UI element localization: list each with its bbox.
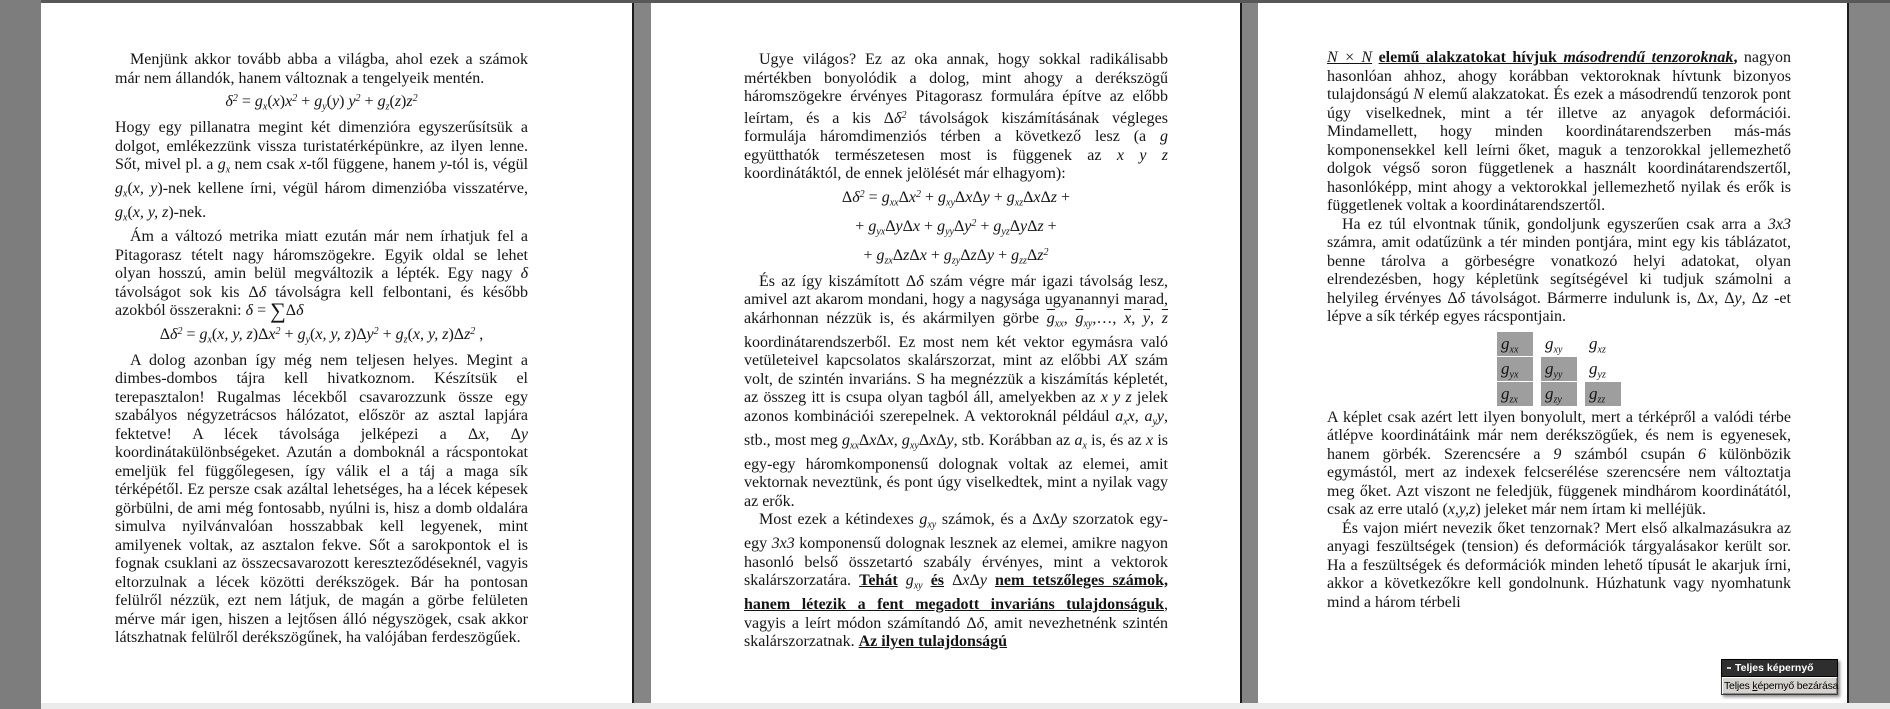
text-segment: Δ bbox=[1049, 511, 1060, 528]
text-segment: $x^2$ bbox=[908, 188, 921, 206]
paragraph bbox=[1327, 216, 1791, 327]
text-segment: Δ bbox=[858, 431, 870, 449]
text-segment: δ bbox=[1457, 289, 1466, 307]
text-segment: δ bbox=[258, 283, 267, 301]
text-segment: Δ bbox=[159, 325, 170, 343]
text-segment: különbözik egymástól, mert az indexek felcserélése szerencsére nem változtatja meg őket. Azt viszont ne feledjük, függenek mindhárom koordinátától, csak az erre utaló ( bbox=[1327, 445, 1791, 518]
formula-line bbox=[744, 186, 1168, 213]
matrix-cell-xx bbox=[1497, 332, 1533, 356]
text-segment: , bbox=[1063, 309, 1076, 327]
text-segment: x, y, z bbox=[412, 325, 449, 343]
text-segment: N bbox=[1413, 86, 1424, 103]
text-segment bbox=[987, 572, 995, 589]
text-segment: )Δ bbox=[350, 325, 367, 343]
text-segment: $g_{xx}$ bbox=[842, 431, 859, 451]
text-segment: x bbox=[1146, 431, 1154, 449]
text-segment: Ám a változó metrika miatt ezután már nem írhatjuk fel a Pitagorasz tételt nagy háromszögekre. Egyik oldal se lehet olyan hosszú, amin belül megváltozik a lépték. Egy nagy bbox=[115, 228, 528, 282]
text-segment: $a_x$ bbox=[1115, 407, 1128, 427]
text-segment: Δ bbox=[936, 431, 947, 449]
text-segment: nagyon hasonlóan ahhoz, ahogy korábban vektoroknak hívtunk bizonyos tulajdonságú bbox=[1327, 49, 1792, 103]
text-segment: $z^2$ bbox=[464, 325, 476, 343]
text-segment: Δ bbox=[960, 246, 971, 264]
text-segment: is, és az bbox=[1086, 431, 1146, 449]
page-2-text bbox=[651, 0, 1240, 709]
text-segment: koordinátáktól, de ennek jelölését már elhagyom): bbox=[744, 165, 1066, 182]
text-segment: ( bbox=[267, 93, 273, 110]
text-segment: x bbox=[912, 217, 921, 235]
text-segment: y bbox=[332, 93, 340, 110]
text-segment: Δ bbox=[972, 188, 983, 206]
text-segment: távolságra kell felbontani, és később azokból összerakni: bbox=[115, 283, 529, 319]
text-segment: $g_{xx}$ bbox=[1501, 333, 1519, 355]
text-segment: jelek azonos kombinációi szerepelnek. A vektoroknál például bbox=[744, 389, 1169, 425]
formula-line bbox=[744, 244, 1168, 271]
text-segment: Δ bbox=[885, 217, 896, 235]
text-segment: $x^2$ bbox=[285, 93, 298, 110]
text-segment: nem tetszőleges számok, hanem létezik a fent megadott invariáns tulajdonságuk bbox=[744, 572, 1168, 613]
text-segment: -tól is, végül bbox=[446, 156, 529, 173]
matrix-grid bbox=[1497, 332, 1621, 406]
text-segment: Δ bbox=[1009, 217, 1021, 235]
text-segment: x bbox=[965, 188, 973, 206]
text-segment: $g_{xz}$ bbox=[1589, 333, 1606, 355]
text-segment: Δ bbox=[953, 217, 965, 235]
text-segment: ) jeleket már nem írtam ki melléjük. bbox=[1475, 501, 1706, 518]
text-segment: És az így kiszámított Δ bbox=[759, 272, 917, 290]
text-segment: + bbox=[976, 217, 994, 235]
text-segment: 3x3 bbox=[771, 535, 795, 552]
text-segment: ( bbox=[407, 325, 413, 343]
text-segment: , amit nevezhetnénk szintén skalárszorzatnak. bbox=[744, 614, 1168, 650]
text-segment: δ bbox=[296, 302, 304, 319]
text-segment: $y^2$ bbox=[964, 217, 977, 235]
text-segment: x bbox=[869, 431, 877, 449]
matrix-cell-yz bbox=[1585, 357, 1621, 381]
matrix-cell-xz bbox=[1585, 332, 1621, 356]
text-segment: , Δ bbox=[485, 425, 521, 443]
text-segment: $\overline{y}$ bbox=[1142, 309, 1151, 327]
page-1-text bbox=[41, 0, 632, 709]
right-desktop-strip bbox=[1847, 0, 1890, 709]
paragraph bbox=[744, 51, 1168, 184]
text-segment: 6 bbox=[1698, 445, 1707, 463]
text-segment: x bbox=[1707, 289, 1715, 307]
left-desktop-strip bbox=[0, 0, 42, 709]
text-segment: + bbox=[926, 246, 944, 264]
text-segment: $\delta^2$ bbox=[852, 188, 865, 206]
text-segment: y bbox=[946, 431, 954, 449]
text-segment: ( bbox=[326, 93, 332, 110]
text-segment: + bbox=[920, 188, 939, 206]
text-segment: z bbox=[903, 246, 910, 264]
text-segment: ) bbox=[279, 93, 286, 110]
text-segment: $\delta^2$ bbox=[170, 325, 183, 343]
text-segment: számból csupán bbox=[1561, 445, 1699, 463]
text-segment: Δ bbox=[892, 246, 904, 264]
text-segment: = bbox=[253, 302, 271, 319]
text-segment: y bbox=[987, 246, 995, 264]
text-segment: y bbox=[1156, 407, 1165, 425]
text-segment: $g_z$ bbox=[377, 93, 390, 113]
text-segment: távolságot. Bármerre indulunk is, Δ bbox=[1465, 289, 1708, 307]
text-segment: y bbox=[1059, 511, 1067, 528]
text-segment: elemű alakzatokat hívjuk bbox=[1378, 49, 1564, 66]
text-segment: , bbox=[475, 325, 484, 343]
text-segment: )Δ bbox=[252, 325, 269, 343]
text-segment bbox=[898, 572, 906, 589]
text-segment: ( bbox=[211, 325, 218, 343]
text-segment: x bbox=[272, 93, 280, 110]
text-segment: + bbox=[1057, 188, 1071, 206]
text-segment: x bbox=[1033, 188, 1041, 206]
text-segment: + bbox=[297, 93, 315, 110]
matrix-cell-zy bbox=[1541, 382, 1577, 406]
text-segment: $g_{yz}$ bbox=[993, 217, 1010, 237]
text-segment: Δ bbox=[944, 572, 963, 589]
text-segment: Most ezek a kétindexes bbox=[759, 511, 920, 528]
text-segment: Δ bbox=[918, 431, 930, 449]
text-segment: Δ bbox=[902, 217, 913, 235]
text-segment: Az ilyen tulajdonságú bbox=[858, 633, 1008, 650]
text-segment: Ha ez túl elvontnak tűnik, gondoljunk egyszerűen csak arra a bbox=[1342, 215, 1768, 233]
text-segment: Δ bbox=[841, 188, 853, 206]
text-segment: 3x3 bbox=[1767, 215, 1791, 233]
text-segment: nem csak bbox=[230, 156, 300, 173]
text-segment: Δ bbox=[1023, 188, 1034, 206]
matrix-cell-zx bbox=[1497, 382, 1533, 406]
text-segment: x bbox=[919, 246, 927, 264]
toolbar-grip-icon bbox=[1727, 667, 1731, 669]
text-segment: $g_{xy}$ bbox=[919, 511, 937, 531]
text-segment: Teljes bbox=[1724, 679, 1753, 692]
text-segment: Δ bbox=[1040, 188, 1051, 206]
text-segment: A képlet csak azért lett ilyen bonyolult, mert a térképről a valódi térbe átlépve koordinátáink már nem derékszögűek, és nem is egyenesek, hanem görbék. Szerencsére a bbox=[1327, 408, 1791, 463]
text-segment: $y^2$ bbox=[366, 325, 379, 343]
document-page-2 bbox=[651, 0, 1240, 709]
text-segment: $g_{xz}$ bbox=[1006, 188, 1024, 208]
close-fullscreen-button[interactable] bbox=[1721, 677, 1838, 695]
text-segment: $g_{zz}$ bbox=[1589, 383, 1606, 405]
text-segment: $g_x$ bbox=[199, 325, 212, 345]
text-segment: $g_{zz}$ bbox=[1011, 246, 1027, 266]
text-segment: $z^2$ bbox=[406, 93, 418, 110]
text-segment: , bbox=[1131, 309, 1143, 327]
paragraph bbox=[115, 51, 528, 88]
text-segment: y bbox=[1020, 217, 1028, 235]
text-segment: y bbox=[979, 572, 987, 589]
text-segment: $g_{xy}$ bbox=[905, 572, 923, 592]
text-segment: komponensű dolognak lesznek az elemei, amikre nagyon hasonló belső összetartó szabály érvényes, mint a vektorok skalárszorzatára. bbox=[744, 535, 1168, 589]
text-segment: $a_x$ bbox=[1074, 431, 1087, 451]
bottom-edge-strip bbox=[41, 703, 1890, 709]
paragraph bbox=[115, 352, 528, 648]
text-segment: Δ bbox=[285, 302, 297, 319]
text-segment: Tehát bbox=[859, 572, 898, 589]
text-segment: y bbox=[895, 217, 903, 235]
text-segment: A dolog azonban így még nem teljesen helyes. Megint a dimbes-dombos tájra kell hivatkoznom. Készítsük el terepasztalon! Rugalmas lécekből csavarozzunk össze egy szabályos négyzetrácsos hálózatot, először az asztal lapjára fektetve! A lécek távolsága jelképezi a Δ bbox=[115, 351, 528, 443]
text-segment: $g_x$ bbox=[115, 204, 128, 224]
text-segment: , stb., most meg bbox=[744, 407, 1169, 449]
text-segment: , vagyis a leírt módon számítandó Δ bbox=[744, 596, 1168, 632]
text-segment: -et lépve a sík térkép egyes rácspontjain. bbox=[1327, 289, 1791, 325]
text-segment: $g_{xx}$ bbox=[881, 188, 899, 208]
text-segment: 9 bbox=[1553, 445, 1562, 463]
text-segment: = bbox=[237, 93, 255, 110]
text-segment: ) bbox=[339, 93, 349, 110]
text-segment: $g_{xy}$ bbox=[901, 431, 919, 451]
text-segment: , bbox=[1733, 49, 1738, 66]
text-segment: δ bbox=[520, 265, 528, 282]
text-segment: x bbox=[1100, 389, 1108, 406]
text-segment: Δ bbox=[876, 431, 887, 449]
fullscreen-toolbar-title-bar[interactable] bbox=[1721, 659, 1838, 677]
text-segment: távolságot sok kis Δ bbox=[115, 283, 259, 301]
text-segment: $g_x$ bbox=[217, 156, 231, 176]
text-segment: elemű alakzatokat. És ezek a másodrendű tenzorok pont úgy viselkednek, mint a tér illetve az anyagok deformációi. Mindamellett, hogy minden koordinátarendszerben más-más komponensekkel kell leírni őket, maguk a tenzorokkal jellemezhető dolgok végső soron függetlenek a használt koordinátarendszertől, hasonlóképp, mint ahogy a vektorokkal jellemezhető nyilak és erők is függetlenek voltak a koordinátarendszertől. bbox=[1327, 86, 1792, 214]
text-segment: $g_{zx}$ bbox=[1501, 383, 1518, 405]
text-segment: + bbox=[378, 325, 396, 343]
text-segment: + bbox=[280, 325, 298, 343]
text-segment: y bbox=[1113, 389, 1121, 406]
text-segment: z bbox=[1037, 217, 1044, 235]
text-segment: x bbox=[1116, 146, 1124, 164]
text-segment bbox=[923, 572, 931, 589]
paragraph bbox=[1327, 520, 1791, 613]
text-segment: x,y,z bbox=[1447, 501, 1476, 518]
text-segment: z bbox=[1050, 188, 1058, 206]
text-segment: És vajon miért nevezik őket tenzornak? Mert első alkalmazásukra az anyagi feszültségek (tension) és deformációk tárgyalásakor került sor. Ha a feszültségek és deformációk minden lehető típusát le akarjuk írni, akkor a következőkre kell gondolnunk. Húzhatunk vagy nyomhatunk mind a három térbeli bbox=[1327, 519, 1791, 611]
text-segment: g bbox=[1160, 128, 1168, 145]
text-segment: $g_{zy}$ bbox=[943, 246, 961, 266]
text-segment: AX bbox=[1108, 352, 1128, 369]
text-segment: szám végre már igazi távolság lesz, amivel azt akarom mondani, hogy a nagysága ugyanannyi marad, akárhonnan nézzük is, és akármilyen görbe bbox=[744, 272, 1168, 327]
text-segment: Ugye világos? Ez az oka annak, hogy sokkal radikálisabb mértékben bonyolódik a dolog, mint ahogy a derékszögű háromszögekre érvényes Pitagorasz formulára építve az előbb leírtam, és a kis Δ bbox=[744, 51, 1168, 127]
text-segment: $g_{zy}$ bbox=[1545, 383, 1562, 405]
text-segment: $g_x$ bbox=[254, 93, 268, 113]
paragraph bbox=[744, 511, 1168, 652]
text-segment: másodrendű tenzoroknak bbox=[1563, 49, 1734, 66]
text-segment bbox=[1146, 147, 1161, 164]
text-segment: N × N bbox=[1327, 49, 1373, 66]
text-segment: $g_z$ bbox=[395, 325, 408, 345]
paragraph bbox=[1327, 49, 1791, 216]
text-segment: , Δ bbox=[1741, 289, 1762, 307]
text-segment: x bbox=[478, 425, 486, 443]
text-segment: Δ bbox=[909, 246, 920, 264]
text-segment: Δ bbox=[954, 188, 966, 206]
text-segment: Δ bbox=[1027, 217, 1038, 235]
matrix-cell-zz bbox=[1585, 382, 1621, 406]
text-segment: x bbox=[1042, 511, 1050, 528]
text-segment: $y^2$ bbox=[348, 93, 361, 110]
text-segment: $g_{yz}$ bbox=[1589, 358, 1606, 380]
text-segment: szorzatok egy-egy bbox=[744, 511, 1169, 552]
text-segment: + bbox=[989, 188, 1007, 206]
text-segment: y bbox=[520, 425, 528, 443]
text-segment: Δ bbox=[976, 246, 988, 264]
text-segment: y bbox=[982, 188, 990, 206]
text-segment: Δ bbox=[898, 188, 909, 206]
text-segment: $\delta^2$ bbox=[225, 93, 238, 110]
text-segment: z bbox=[394, 93, 402, 110]
text-segment: + bbox=[863, 246, 877, 264]
text-segment: , bbox=[1150, 309, 1162, 327]
text-segment: ( bbox=[389, 93, 395, 110]
text-segment: ( bbox=[127, 180, 133, 197]
matrix-cell-yx bbox=[1497, 357, 1533, 381]
text-segment: együtthatók természetesen most is függenek az bbox=[744, 146, 1117, 164]
text-segment: $g_{yy}$ bbox=[1545, 358, 1563, 380]
text-segment: koordinátarendszerből. Ez most nem két vektor egymásra való vetületeivel kapcsolatos skalárszorzat, mint az előbbi bbox=[744, 333, 1168, 369]
text-segment: x bbox=[962, 572, 970, 589]
formula-line bbox=[744, 215, 1168, 242]
text-segment: $x^2$ bbox=[268, 325, 281, 343]
fullscreen-toolbar-title: Teljes képernyő bbox=[1735, 662, 1814, 674]
text-segment: + bbox=[994, 246, 1012, 264]
text-segment: $\overline{x}$ bbox=[1124, 309, 1132, 327]
text-segment: $g_{xy}$ bbox=[1545, 333, 1563, 355]
text-segment: $\delta^2$ bbox=[894, 109, 907, 127]
text-segment: számok, és a Δ bbox=[936, 511, 1043, 528]
text-segment: ( bbox=[127, 204, 133, 221]
text-segment: x bbox=[299, 156, 307, 173]
text-segment: távolságok kiszámításának végleges formulája háromdimenziós térben a következő lesz (a bbox=[744, 109, 1168, 145]
text-segment: z bbox=[1125, 389, 1132, 406]
text-segment bbox=[1124, 147, 1139, 164]
text-segment: z bbox=[970, 246, 977, 264]
text-segment: $\overline{g}_{xy}$ bbox=[1075, 309, 1093, 329]
text-segment: számra, amit odatűzünk a tér minden pontjára, mint egy kis táblázatot, benne tárolva a görbeségre vonatkozó helyi adatokat, olyan elrendezésben, hogy képletünk segítségével ki tudjuk számolni a helyileg érvényes Δ bbox=[1327, 234, 1791, 307]
text-segment: $g_{yx}$ bbox=[1501, 358, 1519, 380]
text-segment: $g_{xy}$ bbox=[938, 188, 955, 208]
text-segment: -től függene, hanem bbox=[306, 156, 440, 173]
text-segment: $\overline{g}_{xx}$ bbox=[1046, 309, 1064, 329]
text-segment: δ bbox=[976, 614, 985, 632]
text-segment: z bbox=[1761, 289, 1769, 307]
text-segment: + bbox=[920, 217, 938, 235]
document-page-1 bbox=[41, 0, 632, 709]
text-segment: szám volt, de szintén invariáns. S ha megnézzük a kiszámítás képletét, az összeg itt is csupa olyan tagból áll, amelyekben az bbox=[744, 352, 1168, 406]
fullscreen-toolbar bbox=[1721, 659, 1838, 695]
text-segment: x, y bbox=[132, 180, 158, 197]
text-segment: y bbox=[1734, 289, 1742, 307]
page-separator-1 bbox=[632, 0, 653, 709]
formula-line bbox=[115, 90, 528, 117]
paragraph bbox=[1327, 409, 1791, 520]
text-segment: és bbox=[930, 572, 945, 589]
paragraph bbox=[115, 228, 528, 321]
text-segment: $z^2$ bbox=[1037, 246, 1049, 264]
paragraph bbox=[115, 119, 528, 228]
formula-line bbox=[115, 323, 528, 350]
text-segment: $g_{yx}$ bbox=[868, 217, 886, 237]
text-segment: x, y, z bbox=[217, 325, 253, 343]
text-segment: x, y, z bbox=[315, 325, 351, 343]
text-segment: Δ bbox=[969, 572, 980, 589]
text-segment: = bbox=[864, 188, 882, 206]
document-page-3 bbox=[1258, 0, 1847, 709]
text-segment: k bbox=[1752, 679, 1758, 692]
text-segment: Δ bbox=[1026, 246, 1038, 264]
text-segment: Menjünk akkor tovább abba a világba, ahol ezek a számok már nem állandók, hanem változnak a tengelyeik mentén. bbox=[115, 51, 528, 87]
text-segment: + bbox=[360, 93, 378, 110]
text-segment: δ bbox=[245, 302, 254, 319]
text-segment: , stb. Korábban az bbox=[953, 431, 1075, 449]
text-segment: $g_{yy}$ bbox=[937, 217, 954, 237]
text-segment: , bbox=[893, 431, 902, 449]
text-segment: )Δ bbox=[448, 325, 465, 343]
text-segment: + bbox=[1043, 217, 1057, 235]
paragraph bbox=[744, 273, 1168, 512]
text-segment: ,…, bbox=[1092, 309, 1125, 327]
text-segment: )-nek kellene írni, végül három dimenzióba visszatérve, bbox=[157, 180, 529, 197]
text-segment: x, y, z bbox=[132, 204, 169, 221]
text-segment: )-nek. bbox=[168, 204, 207, 221]
text-segment: y bbox=[439, 156, 447, 173]
text-segment: x bbox=[929, 431, 937, 449]
text-segment: Hogy egy pillanatra megint két dimenzióra egyszerűsítsük a dolgot, emlékezzünk vissza turistatérképünkre, az ilyen lenne. Sőt, mivel pl. a bbox=[115, 119, 528, 173]
page-separator-2 bbox=[1240, 0, 1260, 709]
text-segment: x bbox=[886, 431, 894, 449]
metric-tensor-matrix bbox=[1327, 332, 1791, 406]
text-segment: ) bbox=[401, 93, 407, 110]
text-segment: z bbox=[1161, 146, 1168, 164]
text-segment: $a_y$ bbox=[1144, 407, 1157, 427]
text-segment: $g_x$ bbox=[115, 180, 128, 200]
text-segment: ( bbox=[310, 325, 316, 343]
matrix-cell-yy bbox=[1541, 357, 1577, 381]
text-segment: x bbox=[1127, 407, 1135, 425]
text-segment: is egy-egy háromkomponensű dolognak voltak az elemei, amit vektornak neveztünk, és pont úgy viselkedtek, mint a nyilak vagy az erők. bbox=[744, 431, 1168, 510]
page-3-text bbox=[1258, 0, 1847, 709]
top-edge-strip bbox=[41, 0, 1890, 3]
text-segment: + bbox=[855, 217, 869, 235]
text-segment: , Δ bbox=[1714, 289, 1735, 307]
text-segment: , bbox=[1134, 407, 1145, 425]
text-segment: $g_y$ bbox=[297, 325, 311, 345]
text-segment: $g_{zx}$ bbox=[876, 246, 893, 266]
text-segment: épernyő bezárása bbox=[1757, 679, 1839, 692]
text-segment: ∑ bbox=[270, 298, 286, 323]
text-segment: y bbox=[1139, 146, 1147, 164]
text-segment: δ bbox=[916, 272, 924, 290]
text-segment: $g_y$ bbox=[314, 93, 327, 113]
text-segment: = bbox=[182, 325, 200, 343]
text-segment: $\overline{z}$ bbox=[1161, 309, 1169, 327]
matrix-cell-xy bbox=[1541, 332, 1577, 356]
text-segment: koordinátakülönbségeket. Azután a domboknál a rácspontokat emeljük fel függőlegesen, így válik el a táj a maga sík térképétől. Ez persze csak azáltal lehetséges, ha a lécek képesek görbülni, de ami még fontosabb, nyúlni is, hisz a domb oldalára simulva nyilvánvalóan hosszabbak kell legyenek, mint amilyenek voltak, az asztalon fekve. Sőt a sarokpontok el is fognak csuklani az összecsavarozott kereszteződéseknél, vagyis eltorzulnak a lécek közötti derékszögek. Bár ha pontosan felülről nézzük, ezt nem látjuk, de magán a görbe felületen mérve már igen, hiszen a lejtősen álló négyszögek, csak akkor látszhatnak felülről derékszögűnek, ha valójában ferdeszögűek. bbox=[115, 444, 528, 646]
